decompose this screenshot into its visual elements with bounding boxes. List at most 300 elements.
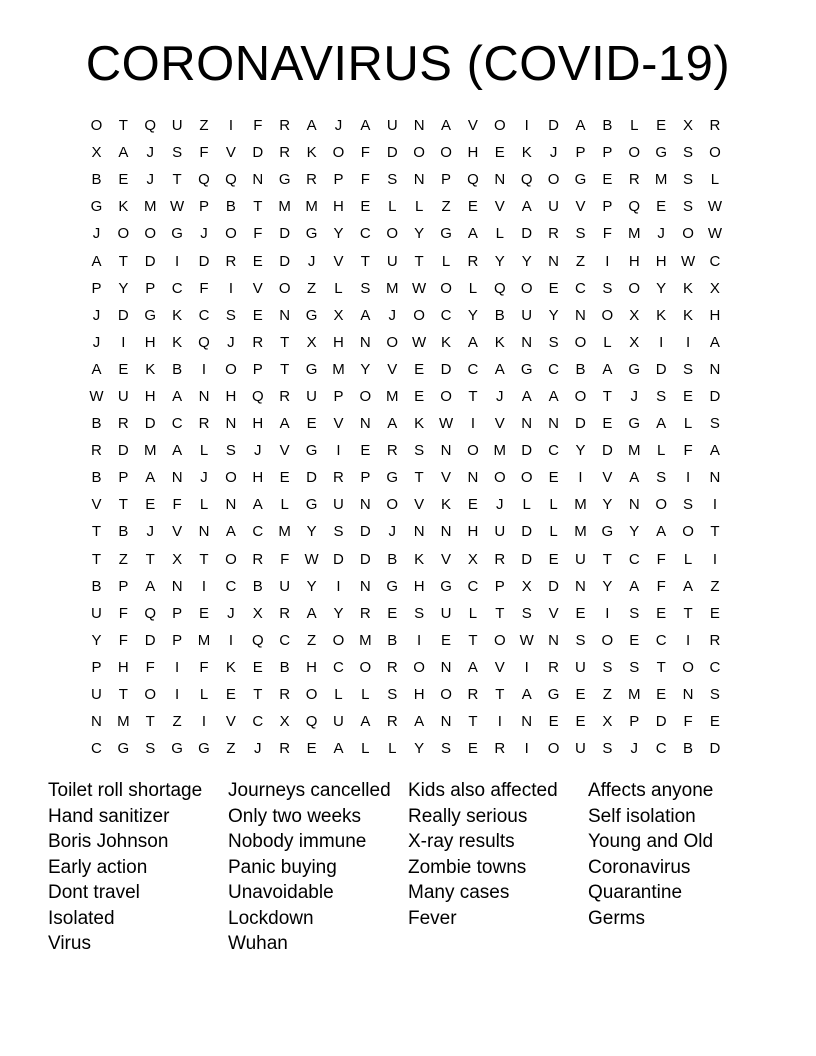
grid-letter: E xyxy=(414,360,425,378)
grid-letter: E xyxy=(602,171,613,189)
grid-letter: C xyxy=(198,306,210,324)
grid-letter: B xyxy=(387,550,398,568)
grid-letter: N xyxy=(359,496,371,514)
grid-letter: C xyxy=(279,631,291,649)
grid-letter: O xyxy=(709,144,721,162)
grid-letter: M xyxy=(574,523,587,541)
grid-letter: G xyxy=(440,225,452,243)
word-item: Lockdown xyxy=(228,907,314,929)
grid-letter: N xyxy=(548,252,559,270)
grid-letter: M xyxy=(332,360,345,378)
grid-letter: U xyxy=(521,306,533,324)
grid-letter: A xyxy=(145,577,156,595)
grid-letter: T xyxy=(360,252,370,270)
grid-letter: K xyxy=(145,360,156,378)
grid-letter: H xyxy=(628,252,640,270)
grid-letter: P xyxy=(118,469,129,487)
grid-letter: V xyxy=(252,279,263,297)
page-title: CORONAVIRUS (COVID-19) xyxy=(85,37,731,91)
grid-letter: A xyxy=(279,415,290,433)
grid-letter: B xyxy=(172,360,183,378)
grid-letter: E xyxy=(602,415,613,433)
grid-letter: W xyxy=(519,631,534,649)
grid-letter: N xyxy=(709,469,721,487)
grid-letter: I xyxy=(228,631,233,649)
grid-letter: I xyxy=(336,577,341,595)
grid-letter: E xyxy=(656,117,667,135)
grid-letter: J xyxy=(227,604,235,622)
grid-letter: M xyxy=(654,171,668,189)
grid-letter: N xyxy=(521,713,533,731)
grid-letter: U xyxy=(91,604,102,622)
grid-letter: S xyxy=(709,686,720,704)
grid-letter: X xyxy=(683,117,694,135)
grid-letter: X xyxy=(521,577,532,595)
grid-letter: F xyxy=(118,604,128,622)
grid-letter: R xyxy=(548,658,559,676)
word-item: Boris Johnson xyxy=(48,831,169,852)
grid-letter: S xyxy=(575,225,586,243)
grid-letter: S xyxy=(521,604,532,622)
grid-letter: J xyxy=(146,171,154,189)
grid-letter: K xyxy=(118,198,129,216)
grid-letter: O xyxy=(225,469,237,487)
grid-letter: K xyxy=(441,333,452,351)
grid-letter: V xyxy=(279,442,290,460)
grid-letter: E xyxy=(709,713,720,731)
grid-letter: N xyxy=(440,713,452,731)
grid-letter: N xyxy=(225,496,237,514)
grid-letter: X xyxy=(306,333,317,351)
grid-letter: T xyxy=(414,252,424,270)
grid-letter: T xyxy=(280,360,290,378)
grid-letter: Q xyxy=(198,333,210,351)
grid-letter: E xyxy=(548,713,559,731)
word-item: Isolated xyxy=(48,907,115,929)
grid-letter: H xyxy=(467,523,479,541)
grid-letter: Y xyxy=(656,279,667,297)
grid-letter: T xyxy=(199,550,209,568)
grid-row xyxy=(83,329,743,356)
grid-letter: Z xyxy=(602,686,612,704)
grid-letter: A xyxy=(91,360,102,378)
grid-letter: E xyxy=(548,550,559,568)
grid-row xyxy=(83,573,743,600)
grid-letter: S xyxy=(656,387,667,405)
grid-letter: A xyxy=(252,496,263,514)
grid-letter: I xyxy=(524,740,529,758)
grid-letter: V xyxy=(494,658,505,676)
grid-letter: O xyxy=(144,686,157,704)
grid-letter: E xyxy=(225,686,236,704)
grid-letter: J xyxy=(657,225,665,243)
grid-letter: E xyxy=(656,686,667,704)
grid-letter: E xyxy=(145,496,156,514)
grid-letter: I xyxy=(175,658,180,676)
grid-letter: L xyxy=(683,550,693,568)
grid-letter: M xyxy=(197,631,211,649)
grid-letter: O xyxy=(628,144,641,162)
grid-letter: W xyxy=(438,415,454,433)
grid-letter: G xyxy=(440,577,452,595)
grid-letter: D xyxy=(601,442,613,460)
grid-letter: C xyxy=(575,279,586,297)
grid-letter: O xyxy=(332,144,345,162)
word-item: Coronavirus xyxy=(588,856,691,878)
grid-letter: Q xyxy=(628,198,641,216)
grid-letter: F xyxy=(602,225,612,243)
grid-letter: G xyxy=(144,306,157,324)
grid-letter: O xyxy=(493,631,506,649)
grid-letter: C xyxy=(359,225,371,243)
grid-letter: U xyxy=(548,198,559,216)
grid-letter: C xyxy=(171,415,183,433)
grid-letter: N xyxy=(575,577,586,595)
grid-letter: O xyxy=(386,496,399,514)
grid-letter: F xyxy=(683,442,693,460)
word-item: Fever xyxy=(408,907,457,929)
grid-letter: O xyxy=(682,225,694,243)
letter-grid xyxy=(83,112,743,762)
grid-letter: N xyxy=(440,523,452,541)
grid-letter: T xyxy=(118,117,128,135)
grid-letter: T xyxy=(710,523,720,541)
word-item: Many cases xyxy=(408,882,510,903)
grid-letter: E xyxy=(360,442,371,460)
grid-letter: R xyxy=(117,415,129,433)
grid-letter: C xyxy=(709,252,721,270)
grid-letter: V xyxy=(172,523,183,541)
grid-letter: P xyxy=(629,713,640,731)
grid-letter: L xyxy=(388,198,397,216)
grid-letter: C xyxy=(548,442,559,460)
grid-letter: F xyxy=(656,550,666,568)
grid-letter: U xyxy=(494,523,506,541)
grid-letter: A xyxy=(656,523,667,541)
grid-letter: A xyxy=(683,577,694,595)
grid-letter: Y xyxy=(602,496,613,514)
grid-letter: Y xyxy=(494,252,505,270)
grid-letter: Q xyxy=(198,171,210,189)
grid-letter: A xyxy=(467,225,478,243)
grid-letter: L xyxy=(522,496,531,514)
grid-letter: C xyxy=(252,713,264,731)
grid-letter: I xyxy=(228,117,233,135)
grid-letter: O xyxy=(601,306,614,324)
grid-letter: T xyxy=(91,523,102,541)
grid-letter: O xyxy=(278,279,291,297)
grid-letter: S xyxy=(414,604,425,622)
grid-letter: O xyxy=(628,279,641,297)
grid-letter: O xyxy=(467,442,479,460)
grid-letter: Q xyxy=(467,171,479,189)
grid-letter: Q xyxy=(251,631,264,649)
word-item: Journeys cancelled xyxy=(228,780,391,801)
grid-letter: F xyxy=(360,171,370,189)
grid-letter: Y xyxy=(333,604,344,622)
grid-letter: P xyxy=(441,171,452,189)
grid-letter: L xyxy=(334,686,343,704)
grid-letter: R xyxy=(467,252,479,270)
grid-letter: E xyxy=(467,740,478,758)
grid-letter: K xyxy=(441,496,452,514)
grid-letter: M xyxy=(493,442,507,460)
grid-letter: E xyxy=(414,387,425,405)
grid-letter: N xyxy=(494,171,506,189)
grid-letter: O xyxy=(682,658,694,676)
grid-letter: V xyxy=(333,252,344,270)
grid-letter: S xyxy=(333,523,344,541)
grid-letter: D xyxy=(279,225,291,243)
word-item: Nobody immune xyxy=(228,831,367,852)
grid-letter: K xyxy=(521,144,532,162)
grid-letter: H xyxy=(333,198,344,216)
grid-letter: P xyxy=(172,604,183,622)
grid-letter: U xyxy=(386,117,398,135)
grid-letter: I xyxy=(605,252,610,270)
grid-letter: U xyxy=(575,658,586,676)
grid-letter: R xyxy=(279,604,291,622)
grid-letter: N xyxy=(91,713,102,731)
grid-letter: M xyxy=(628,225,641,243)
grid-letter: N xyxy=(359,333,371,351)
grid-letter: L xyxy=(361,740,370,758)
word-column xyxy=(588,778,768,931)
grid-letter: B xyxy=(91,469,102,487)
grid-letter: O xyxy=(440,686,452,704)
grid-letter: W xyxy=(170,198,185,216)
grid-letter: O xyxy=(520,279,533,297)
grid-letter: S xyxy=(225,442,236,460)
grid-letter: A xyxy=(548,387,559,405)
grid-letter: E xyxy=(467,496,478,514)
grid-letter: W xyxy=(89,387,104,405)
grid-letter: L xyxy=(495,225,504,243)
grid-letter: T xyxy=(468,631,478,649)
grid-letter: X xyxy=(252,604,263,622)
grid-letter: V xyxy=(494,415,505,433)
grid-letter: O xyxy=(574,387,587,405)
word-item: Early action xyxy=(48,856,148,878)
grid-letter: A xyxy=(91,252,102,270)
grid-letter: G xyxy=(628,415,641,433)
grid-letter: L xyxy=(199,686,209,704)
grid-letter: R xyxy=(386,442,398,460)
grid-letter: I xyxy=(228,279,233,297)
grid-letter: K xyxy=(172,306,183,324)
grid-letter: G xyxy=(305,496,318,514)
grid-letter: F xyxy=(199,279,209,297)
grid-letter: N xyxy=(575,306,586,324)
grid-letter: O xyxy=(359,387,372,405)
grid-letter: U xyxy=(333,496,344,514)
grid-letter: T xyxy=(280,333,290,351)
grid-letter: V xyxy=(575,198,586,216)
grid-letter: B xyxy=(387,631,398,649)
grid-letter: V xyxy=(414,496,425,514)
grid-letter: D xyxy=(144,415,156,433)
grid-letter: I xyxy=(497,713,502,731)
word-item: Affects anyone xyxy=(588,780,714,801)
grid-letter: H xyxy=(467,144,479,162)
grid-letter: G xyxy=(601,523,614,541)
grid-letter: N xyxy=(521,333,533,351)
grid-letter: D xyxy=(521,523,533,541)
grid-letter: O xyxy=(655,496,667,514)
grid-row xyxy=(83,464,743,491)
grid-letter: T xyxy=(91,550,102,568)
grid-letter: D xyxy=(306,469,317,487)
grid-letter: J xyxy=(388,306,396,324)
grid-letter: N xyxy=(413,171,425,189)
grid-letter: G xyxy=(305,360,318,378)
grid-letter: Q xyxy=(493,279,506,297)
grid-letter: P xyxy=(172,631,183,649)
grid-letter: F xyxy=(656,577,666,595)
grid-letter: G xyxy=(305,442,318,460)
grid-letter: Z xyxy=(441,198,451,216)
grid-letter: Y xyxy=(548,306,559,324)
grid-letter: A xyxy=(629,577,640,595)
grid-letter: X xyxy=(467,550,478,568)
grid-letter: D xyxy=(198,252,210,270)
grid-letter: N xyxy=(171,577,183,595)
grid-letter: U xyxy=(279,577,291,595)
grid-letter: N xyxy=(548,631,559,649)
grid-letter: E xyxy=(629,631,640,649)
grid-letter: O xyxy=(547,740,560,758)
grid-letter: S xyxy=(683,144,694,162)
grid-row xyxy=(83,437,743,464)
grid-letter: R xyxy=(548,225,559,243)
grid-letter: M xyxy=(385,279,399,297)
grid-row xyxy=(83,166,743,193)
grid-letter: J xyxy=(388,523,396,541)
grid-letter: R xyxy=(225,252,237,270)
word-item: Zombie towns xyxy=(408,856,527,878)
grid-letter: U xyxy=(333,713,344,731)
grid-letter: D xyxy=(709,740,721,758)
grid-letter: P xyxy=(333,387,344,405)
grid-letter: J xyxy=(92,333,101,351)
grid-letter: M xyxy=(305,198,318,216)
grid-letter: O xyxy=(440,279,452,297)
grid-letter: S xyxy=(360,279,371,297)
grid-letter: I xyxy=(712,550,718,568)
grid-letter: T xyxy=(253,686,263,704)
grid-letter: S xyxy=(656,469,667,487)
grid-letter: Y xyxy=(629,523,640,541)
grid-row xyxy=(83,139,743,166)
grid-letter: D xyxy=(709,387,721,405)
grid-letter: L xyxy=(656,442,666,460)
grid-letter: C xyxy=(333,658,344,676)
grid-letter: B xyxy=(683,740,694,758)
grid-letter: R xyxy=(198,415,210,433)
grid-letter: J xyxy=(227,333,235,351)
grid-letter: D xyxy=(440,360,452,378)
grid-letter: B xyxy=(118,523,129,541)
grid-letter: R xyxy=(252,333,264,351)
grid-letter: N xyxy=(198,387,210,405)
grid-letter: Q xyxy=(225,171,237,189)
grid-letter: A xyxy=(225,523,236,541)
grid-letter: F xyxy=(253,117,263,135)
grid-letter: A xyxy=(172,387,183,405)
grid-letter: J xyxy=(92,306,101,324)
grid-letter: T xyxy=(253,198,263,216)
grid-letter: R xyxy=(279,740,291,758)
grid-letter: K xyxy=(306,144,317,162)
grid-letter: E xyxy=(252,306,263,324)
grid-letter: G xyxy=(90,198,103,216)
grid-letter: Z xyxy=(199,117,209,135)
grid-letter: H xyxy=(413,686,425,704)
grid-letter: Q xyxy=(520,171,533,189)
grid-letter: D xyxy=(359,523,371,541)
grid-letter: S xyxy=(145,740,156,758)
grid-letter: D xyxy=(521,550,533,568)
grid-letter: I xyxy=(470,415,475,433)
grid-letter: R xyxy=(306,171,317,189)
grid-letter: A xyxy=(521,686,532,704)
grid-letter: J xyxy=(200,469,208,487)
grid-letter: L xyxy=(361,686,370,704)
grid-letter: H xyxy=(144,387,156,405)
grid-letter: Y xyxy=(333,225,344,243)
grid-letter: I xyxy=(336,442,341,460)
grid-letter: E xyxy=(656,198,667,216)
grid-letter: S xyxy=(602,658,613,676)
grid-letter: D xyxy=(359,550,371,568)
grid-letter: Q xyxy=(305,713,318,731)
grid-letter: F xyxy=(280,550,290,568)
grid-letter: B xyxy=(91,577,102,595)
grid-letter: D xyxy=(521,225,533,243)
grid-letter: C xyxy=(91,740,102,758)
grid-letter: A xyxy=(494,360,505,378)
grid-letter: N xyxy=(709,360,721,378)
grid-letter: S xyxy=(683,496,694,514)
grid-letter: O xyxy=(386,333,399,351)
grid-letter: H xyxy=(655,252,667,270)
grid-letter: A xyxy=(118,144,129,162)
grid-letter: L xyxy=(199,442,209,460)
grid-letter: P xyxy=(252,360,263,378)
grid-letter: A xyxy=(521,387,532,405)
grid-letter: E xyxy=(575,713,586,731)
grid-letter: R xyxy=(494,740,506,758)
grid-letter: P xyxy=(91,658,102,676)
grid-letter: E xyxy=(360,198,371,216)
grid-letter: W xyxy=(707,198,723,216)
word-column xyxy=(228,778,408,957)
grid-letter: D xyxy=(655,360,667,378)
grid-letter: Y xyxy=(360,360,371,378)
grid-letter: I xyxy=(524,658,529,676)
grid-letter: F xyxy=(199,658,209,676)
grid-letter: P xyxy=(602,144,613,162)
grid-letter: B xyxy=(575,360,586,378)
grid-letter: A xyxy=(467,658,478,676)
grid-letter: U xyxy=(440,604,452,622)
word-item: Kids also affected xyxy=(408,780,558,801)
grid-letter: P xyxy=(575,144,586,162)
grid-letter: E xyxy=(709,604,720,622)
grid-letter: R xyxy=(333,469,344,487)
grid-letter: V xyxy=(441,550,452,568)
grid-letter: D xyxy=(117,306,129,324)
